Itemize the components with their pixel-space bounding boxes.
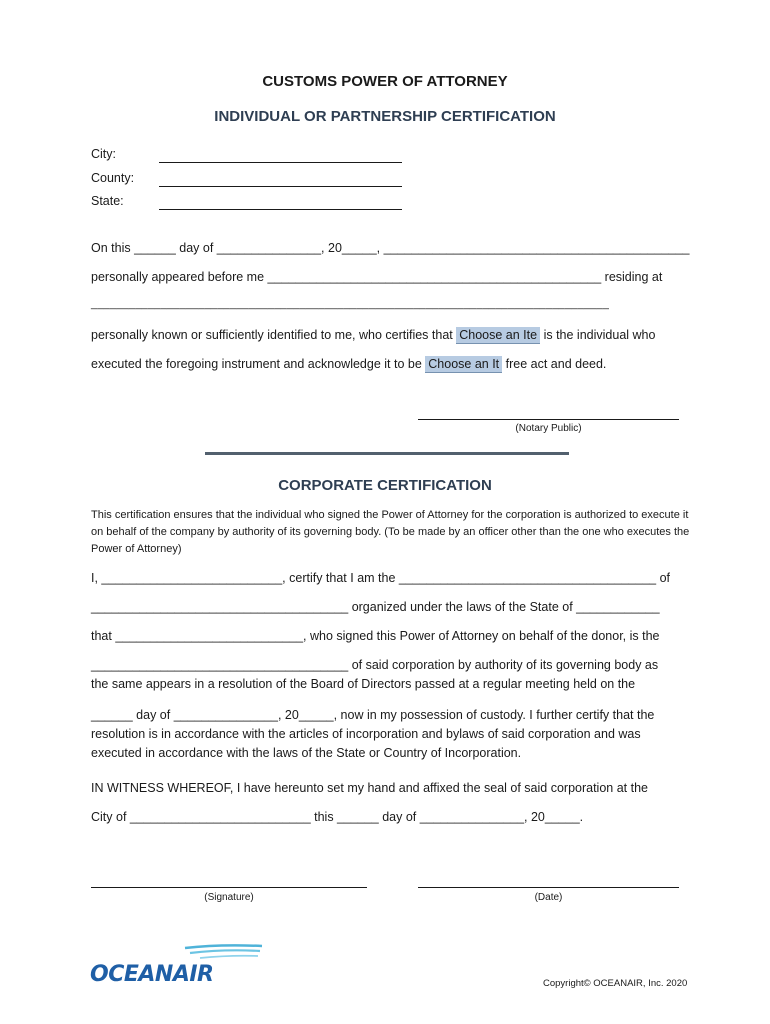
signature-label: (Signature) [204,892,254,903]
pronoun-dropdown[interactable]: Choose an It [425,356,502,373]
copyright: Copyright© OCEANAIR, Inc. 2020 [543,978,688,989]
section-title-individual: INDIVIDUAL OR PARTNERSHIP CERTIFICATION [214,108,556,125]
corporate-line-2: _____________________________________ organized under the laws of the State of ____________ [91,600,660,614]
corporate-line-5: the same appears in a resolution of the Board of Directors passed at a regular meeting held on the [91,677,636,691]
city-of-line: City of __________________________ this ______ day of _______________, 20_____. [91,810,584,824]
entity-type-dropdown[interactable]: Choose an Ite [456,327,540,344]
individual-line-1: On this ______ day of _______________, 20_____, ____________________________________________ [91,241,690,255]
document-title: CUSTOMS POWER OF ATTORNEY [262,73,508,90]
city-label: City: [91,147,116,161]
state-label: State: [91,194,124,208]
notary-label: (Notary Public) [515,423,582,434]
individual-line-2: personally appeared before me ________________________________________________ residing at [91,270,663,284]
individual-line-5 [91,356,606,373]
section-title-corporate: CORPORATE CERTIFICATION [278,477,492,494]
county-label: County: [91,171,135,185]
notary-signature-line[interactable] [418,419,679,420]
signature-line[interactable] [91,887,367,888]
corporate-line-4: _____________________________________ of said corporation by authority of its governing body as [91,658,659,672]
date-label: (Date) [534,892,563,903]
corporate-line-1: I, __________________________, certify that I am the _____________________________________ of [91,571,670,585]
date-line[interactable] [418,887,679,888]
individual-line-5-text-a: executed the foregoing instrument and acknowledge it to be [91,357,422,371]
corporate-line-3: that ___________________________, who signed this Power of Attorney on behalf of the donor, is the [91,629,660,643]
corporate-intro: This certification ensures that the individual who signed the Power of Attorney for the corporation is authorized to execute it on behalf of the company by authority of its governing body. (To be made by an officer other than the one who executes the Power of Attorney) [91,509,690,555]
logo-text: OCEANAIR [90,962,214,987]
corporate-resolution-paragraph: ______ day of _______________, 20_____, now in my possession of custody. I further certify that the resolution is in accordance with the articles of incorporation and bylaws of said corporation and was executed in accordance with the laws of the State or Country of Incorporation. [91,708,655,760]
individual-line-4 [91,327,655,344]
witness-line: IN WITNESS WHEREOF, I have hereunto set my hand and affixed the seal of said corporation at the [91,781,648,795]
individual-line-4-text-a: personally known or sufficiently identified to me, who certifies that [91,328,453,342]
section-divider [205,452,569,455]
individual-line-3[interactable]: __________________________________________________________________________________ [91,298,610,310]
city-field[interactable] [159,162,402,163]
county-field[interactable] [159,186,402,187]
individual-line-4-text-b: is the individual who [543,328,656,342]
individual-line-5-text-b: free act and deed. [505,357,607,371]
state-field[interactable] [159,209,402,210]
